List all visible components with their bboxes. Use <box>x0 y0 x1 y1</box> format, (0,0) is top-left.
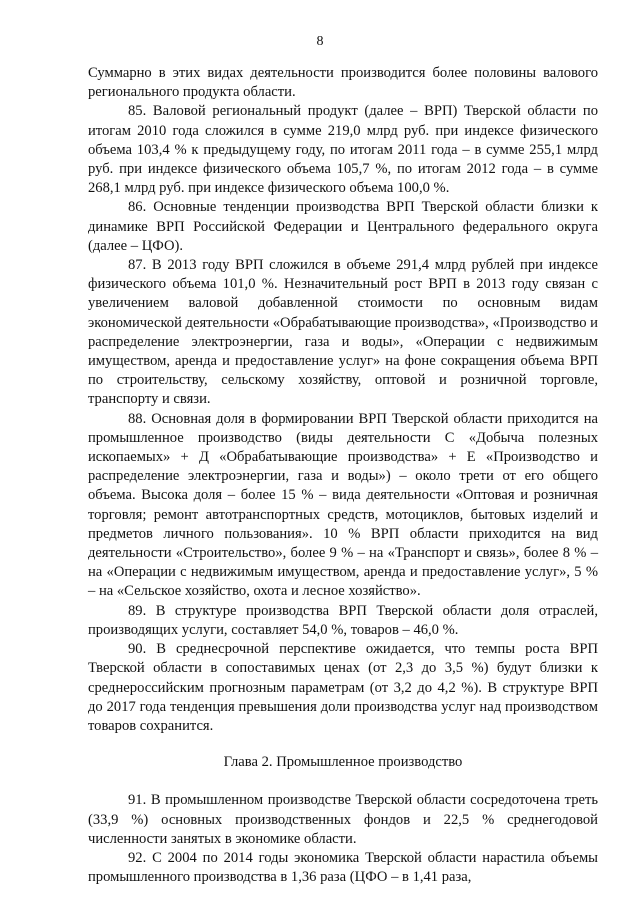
paragraph-91: 91. В промышленном производстве Тверской области сосредоточена треть (33,9 %) основных производственных фондов и 22,5 % среднегодовой численности занятых в экономике области. <box>88 792 598 847</box>
chapter-heading: Глава 2. Промышленное производство <box>223 754 463 771</box>
paragraph-88: 88. Основная доля в формировании ВРП Тверской области приходится на промышленное производство (виды деятельности С «Добыча полезных ископаемых» + Д «Обрабатывающие производства» + Е «Производство и распределение электроэнергии, газа и воды») – около трети от его общего объема. Высока доля – более 15 % – вида деятельности «Оптовая и розничная торговля; ремонт автотранспортных средств, мотоциклов, бытовых изделий и предметов личного пользования». 10 % ВРП области приходится на вид деятельности «Строительство», более 9 % – на «Транспорт и связь», более 8 % – на «Операции с недвижимым имуществом, аренда и предоставление услуг», 5 % – на «Сельское хозяйство, охота и лесное хозяйство». <box>88 410 598 600</box>
paragraph-87: 87. В 2013 году ВРП сложился в объеме 291,4 млрд рублей при индексе физического объема 101,0 %. Незначительный рост ВРП в 2013 году связан с увеличением валовой добавленной стоимости по основным видам экономической деятельности «Обрабатывающие производства», «Производство и распределение электроэнергии, газа и воды», «Операции с недвижимым имуществом, аренда и предоставление услуг» на фоне сокращения объема ВРП по строительству, сельскому хозяйству, оптовой и розничной торговле, транспорту и связи. <box>88 257 598 408</box>
paragraph-90: 90. В среднесрочной перспективе ожидается, что темпы роста ВРП Тверской области в сопоставимых ценах (от 2,3 до 3,5 %) будут близки к среднероссийским прогнозным параметрам (от 3,2 до 4,2 %). В структуре ВРП до 2017 года тенденция превышения доли производства услуг над производством товаров сохранится. <box>88 641 598 734</box>
paragraph-92: 92. С 2004 по 2014 годы экономика Тверской области нарастила объемы промышленного производства в 1,36 раза (ЦФО – в 1,41 раза, <box>88 849 598 886</box>
document-body <box>88 64 598 887</box>
paragraph-85: 85. Валовой региональный продукт (далее – ВРП) Тверской области по итогам 2010 года сложился в сумме 219,0 млрд руб. при индексе физического объема 103,4 % к предыдущему году, по итогам 2011 года – в сумме 255,1 млрд руб. при индексе физического объема 105,7 %, по итогам 2012 года – в сумме 268,1 млрд руб. при индексе физического объема 100,0 %. <box>88 103 598 197</box>
paragraph-86: 86. Основные тенденции производства ВРП Тверской области близки к динамике ВРП Российской Федерации и Центрального федерального округа (далее – ЦФО). <box>88 199 598 254</box>
paragraph-89: 89. В структуре производства ВРП Тверской области доля отраслей, производящих услуги, составляет 54,0 %, товаров – 46,0 %. <box>88 602 598 638</box>
page-number: 8 <box>316 34 324 49</box>
paragraph-continuation: Суммарно в этих видах деятельности производится более половины валового регионального продукта области. <box>88 65 598 101</box>
